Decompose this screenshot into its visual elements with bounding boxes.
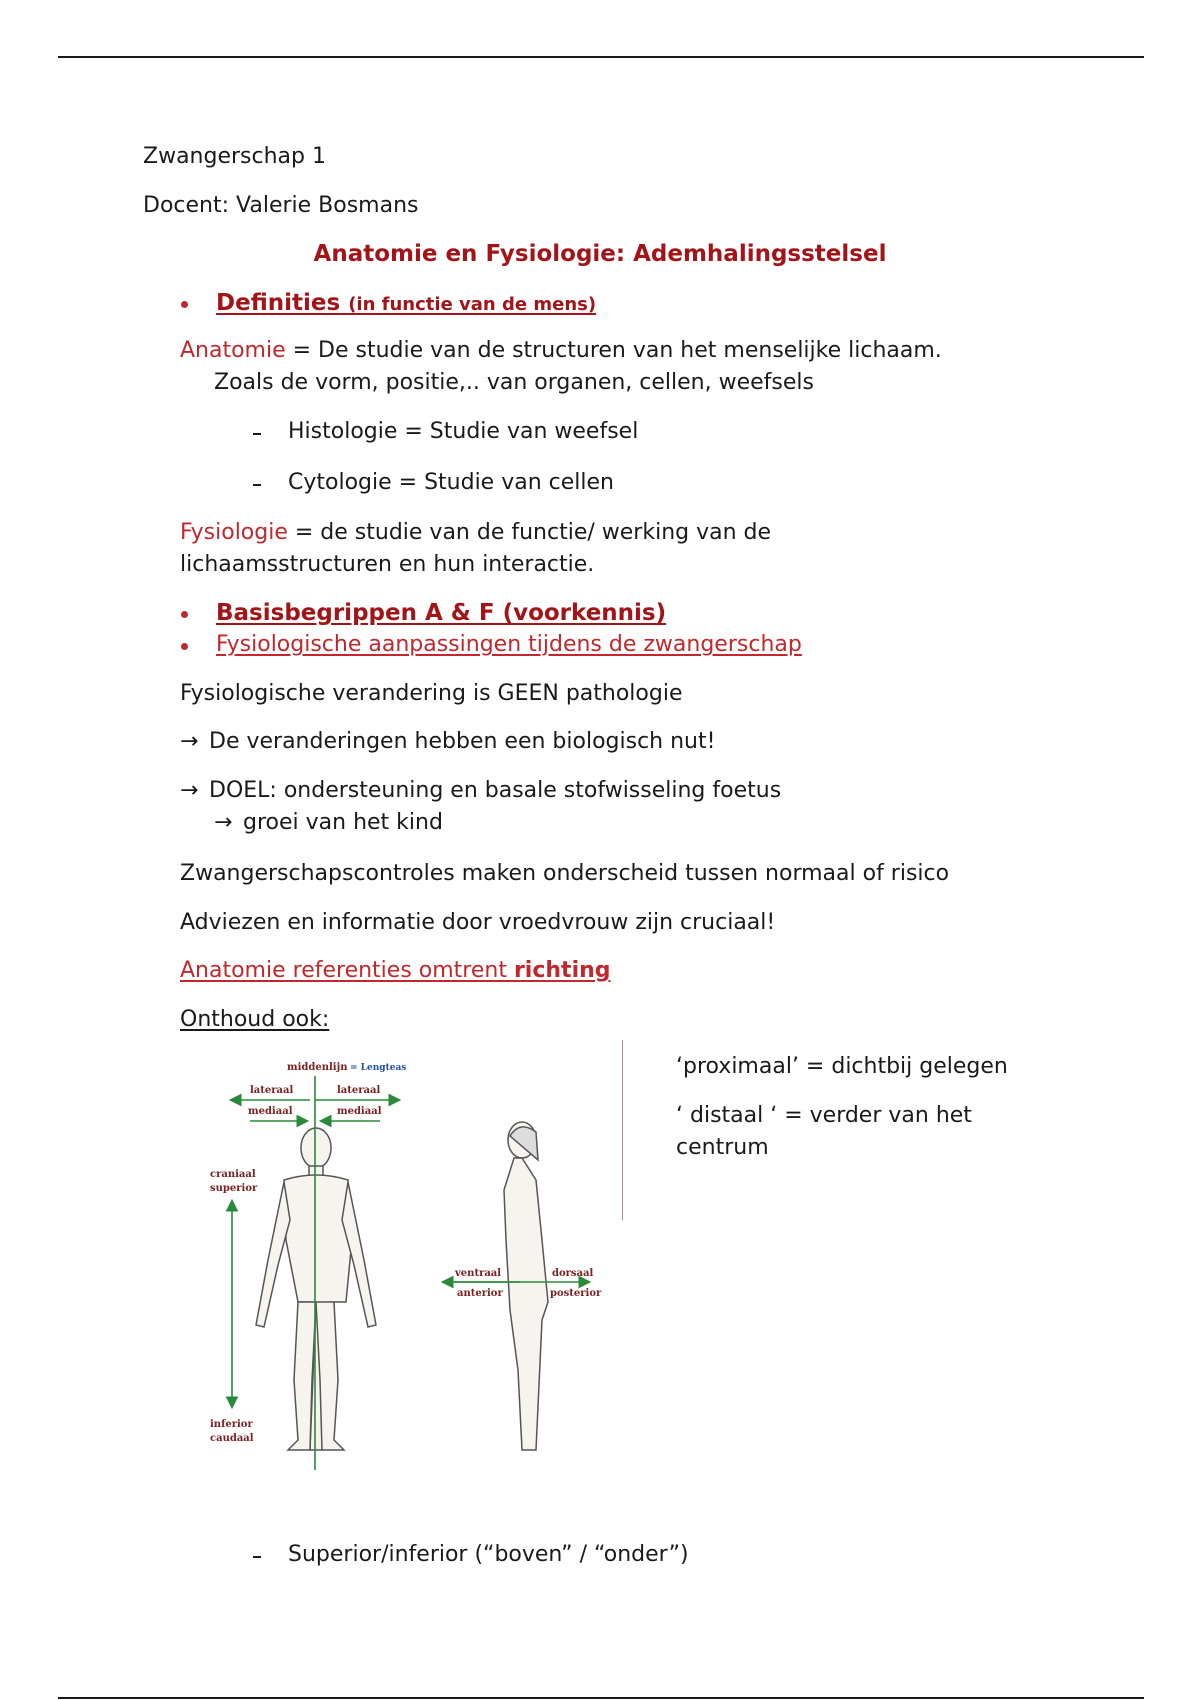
figure-divider <box>622 1040 623 1220</box>
label-lateral-left: lateraal <box>250 1085 294 1096</box>
label-ventral: ventraal <box>455 1268 502 1279</box>
physiology-def-line1: = de studie van de functie/ werking van de <box>287 520 772 545</box>
physiology-definition <box>180 517 771 549</box>
label-dorsal: dorsaal <box>552 1268 594 1279</box>
dash-icon <box>253 433 261 435</box>
superior-inferior-item: Superior/inferior (“boven” / “onder”) <box>288 1542 689 1567</box>
anatomy-figure <box>170 1040 620 1486</box>
label-posterior: posterior <box>550 1288 602 1299</box>
distal-text-line1: ‘ distaal ‘ = verder van het <box>676 1103 972 1128</box>
sub-item-histology: Histologie = Studie van weefsel <box>288 419 639 444</box>
bullet-icon <box>181 643 188 650</box>
anatomy-def-line2: Zoals de vorm, positie,.. van organen, cellen, weefsels <box>214 370 814 395</box>
advice-text: Adviezen en informatie door vroedvrouw zijn cruciaal! <box>180 910 776 935</box>
arrow-right-icon: → <box>180 778 199 803</box>
physiology-term: Fysiologie <box>180 520 288 545</box>
adaptation-point2-sub-text: groei van het kind <box>243 810 443 835</box>
front-body <box>256 1128 376 1450</box>
teacher-line: Docent: Valerie Bosmans <box>143 193 419 218</box>
arrow-right-icon: → <box>214 810 233 835</box>
controls-text: Zwangerschapscontroles maken onderscheid tussen normaal of risico <box>180 861 950 886</box>
bullet-icon <box>181 301 188 308</box>
adaptations-heading: Fysiologische aanpassingen tijdens de zwangerschap <box>216 632 802 657</box>
page-title: Anatomie en Fysiologie: Ademhalingsstelsel <box>313 241 887 267</box>
physiology-def-line2: lichaamsstructuren en hun interactie. <box>180 552 595 577</box>
definitions-heading <box>216 287 596 321</box>
top-rule <box>58 56 1144 58</box>
side-body <box>504 1122 548 1450</box>
adaptation-statement: Fysiologische verandering is GEEN pathologie <box>180 681 683 706</box>
label-lateral-right: lateraal <box>337 1085 381 1096</box>
definitions-heading-main: Definities <box>216 290 341 316</box>
bottom-rule <box>58 1697 1144 1699</box>
dash-icon <box>253 1556 261 1558</box>
label-midline: middenlijn <box>287 1062 348 1073</box>
label-anterior: anterior <box>457 1288 503 1299</box>
directions-heading-plain: Anatomie referenties omtrent <box>180 958 514 983</box>
proximal-text: ‘proximaal’ = dichtbij gelegen <box>676 1054 1008 1079</box>
adaptation-point2-sub <box>214 807 443 839</box>
adaptation-point1 <box>180 726 715 758</box>
anatomy-def-line1: = De studie van de structuren van het menselijke lichaam. <box>285 338 942 363</box>
distal-text-line2: centrum <box>676 1135 769 1160</box>
basics-heading: Basisbegrippen A & F (voorkennis) <box>216 600 667 626</box>
sub-item-cytology: Cytologie = Studie van cellen <box>288 470 614 495</box>
adaptation-point2 <box>180 775 781 807</box>
definitions-heading-small: (in functie van de mens) <box>348 294 597 315</box>
dash-icon <box>253 484 261 486</box>
bullet-icon <box>181 611 188 618</box>
directions-heading-bold: richting <box>513 958 611 983</box>
anatomy-definition <box>180 335 942 367</box>
adaptation-point2-text: DOEL: ondersteuning en basale stofwisseling foetus <box>209 778 782 803</box>
directions-heading <box>180 955 611 987</box>
label-medial-left: mediaal <box>248 1106 293 1117</box>
label-length-axis: = Lengteas <box>350 1063 407 1073</box>
adaptation-point1-text: De veranderingen hebben een biologisch nut! <box>209 729 716 754</box>
anatomy-term: Anatomie <box>180 338 286 363</box>
label-cranial: craniaal <box>210 1169 256 1180</box>
arrow-right-icon: → <box>180 729 199 754</box>
label-superior: superior <box>210 1183 258 1194</box>
remember-label: Onthoud ook: <box>180 1007 330 1032</box>
label-inferior: inferior <box>210 1419 253 1430</box>
course-title: Zwangerschap 1 <box>143 144 326 169</box>
label-medial-right: mediaal <box>337 1106 382 1117</box>
label-caudal: caudaal <box>210 1433 254 1444</box>
